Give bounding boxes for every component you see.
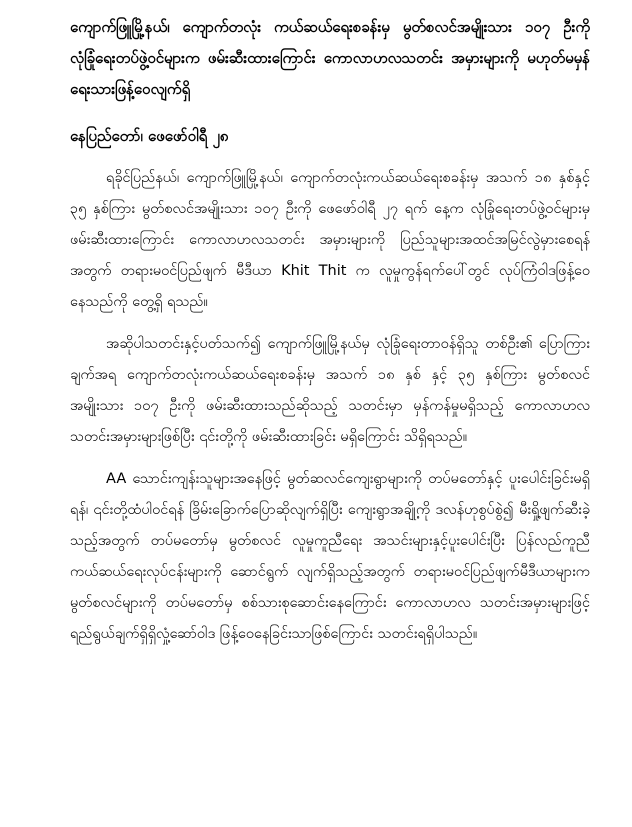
article-paragraph-1: ရခိုင်ပြည်နယ်၊ ကျောက်ဖြူမြို့နယ်၊ ကျောက်တလုံးကယ်ဆယ်ရေးစခန်းမှ အသက် ၁၈ နှစ်နှင့် ၃၅ နှစ်ကြား မွတ်စလင်အမျိုးသား ၁၀၇ ဦးကို ဖေဖော်ဝါရီ ၂၇ ရက် နေ့က လုံခြုံရေးတပ်ဖွဲ့ဝင်များမှ ဖမ်းဆီးထားကြောင်း ကောလာဟလသတင်း အမှားများကို ပြည်သူများအထင်အမြင်လွဲမှားစေရန်အတွက် တရားမဝင်ပြည်ဖျက် မီဒီယာ Khit Thit က လူမှုကွန်ရက်ပေါ်တွင် လုပ်ကြံဝါဒဖြန့်ဝေနေသည်ကို တွေ့ရှိ ရသည်။ <box>70 170 590 310</box>
article-paragraph-2: အဆိုပါသတင်းနှင့်ပတ်သက်၍ ကျောက်ဖြူမြို့နယ်မှ လုံခြုံရေးတာဝန်ရှိသူ တစ်ဦး၏ ပြောကြားချက်အရ ကျောက်တလုံးကယ်ဆယ်ရေးစခန်းမှ အသက် ၁၈ နှစ် နှင့် ၃၅ နှစ်ကြား မွတ်စလင်အမျိုးသား ၁၀၇ ဦးကို ဖမ်းဆီးထားသည်ဆိုသည့် သတင်းမှာ မှန်ကန်မှုမရှိသည့် ကောလာဟလသတင်းအမှားများဖြစ်ပြီး ၎င်းတို့ကို ဖမ်းဆီးထားခြင်း မရှိကြောင်း သိရှိရသည်။ <box>70 336 590 445</box>
article-paragraph-3: AA သောင်းကျန်းသူများအနေဖြင့် မွတ်ဆလင်ကျေးရွာများကို တပ်မတော်နှင့် ပူးပေါင်းခြင်းမရှိရန်၊ ၎င်းတို့ထံပါဝင်ရန် ခြိမ်းခြောက်ပြောဆိုလျက်ရှိပြီး ကျေးရွာအချို့ကို ဒလန်ဟုစွပ်စွဲ၍ မီးရှို့ဖျက်ဆီးခဲ့သည့်အတွက် တပ်မတော်မှ မွတ်စလင် လူမှုကူညီရေး အသင်းများနှင့်ပူးပေါင်းပြီး ပြန်လည်ကူညီကယ်ဆယ်ရေးလုပ်ငန်းများကို ဆောင်ရွက် လျက်ရှိသည့်အတွက် တရားမဝင်ပြည်ဖျက်မီဒီယာများက မွတ်စလင်များကို တပ်မတော်မှ စစ်သားစုဆောင်းနေကြောင်း ကောလာဟလ သတင်းအမှားများဖြင့် ရည်ရွယ်ချက်ရှိရှိလှုံ့ဆော်ဝါဒ ဖြန့်ဝေနေခြင်းသာဖြစ်ကြောင်း သတင်းရရှိပါသည်။ <box>70 471 590 642</box>
article-dateline: နေပြည်တော်၊ ဖေဖော်ဝါရီ ၂၈ <box>70 127 229 145</box>
article-headline: ကျောက်ဖြူမြို့နယ်၊ ကျောက်တလုံး ကယ်ဆယ်ရေးစခန်းမှ မွတ်စလင်အမျိုးသား ၁၀၇ ဦးကို လုံခြုံရေးတပ်ဖွဲ့ဝင်များက ဖမ်းဆီးထားကြောင်း ကောလာဟလသတင်း အမှားများကို မဟုတ်မမှန်ရေးသားဖြန့်ဝေလျက်ရှိ <box>70 18 590 98</box>
article <box>70 12 590 650</box>
